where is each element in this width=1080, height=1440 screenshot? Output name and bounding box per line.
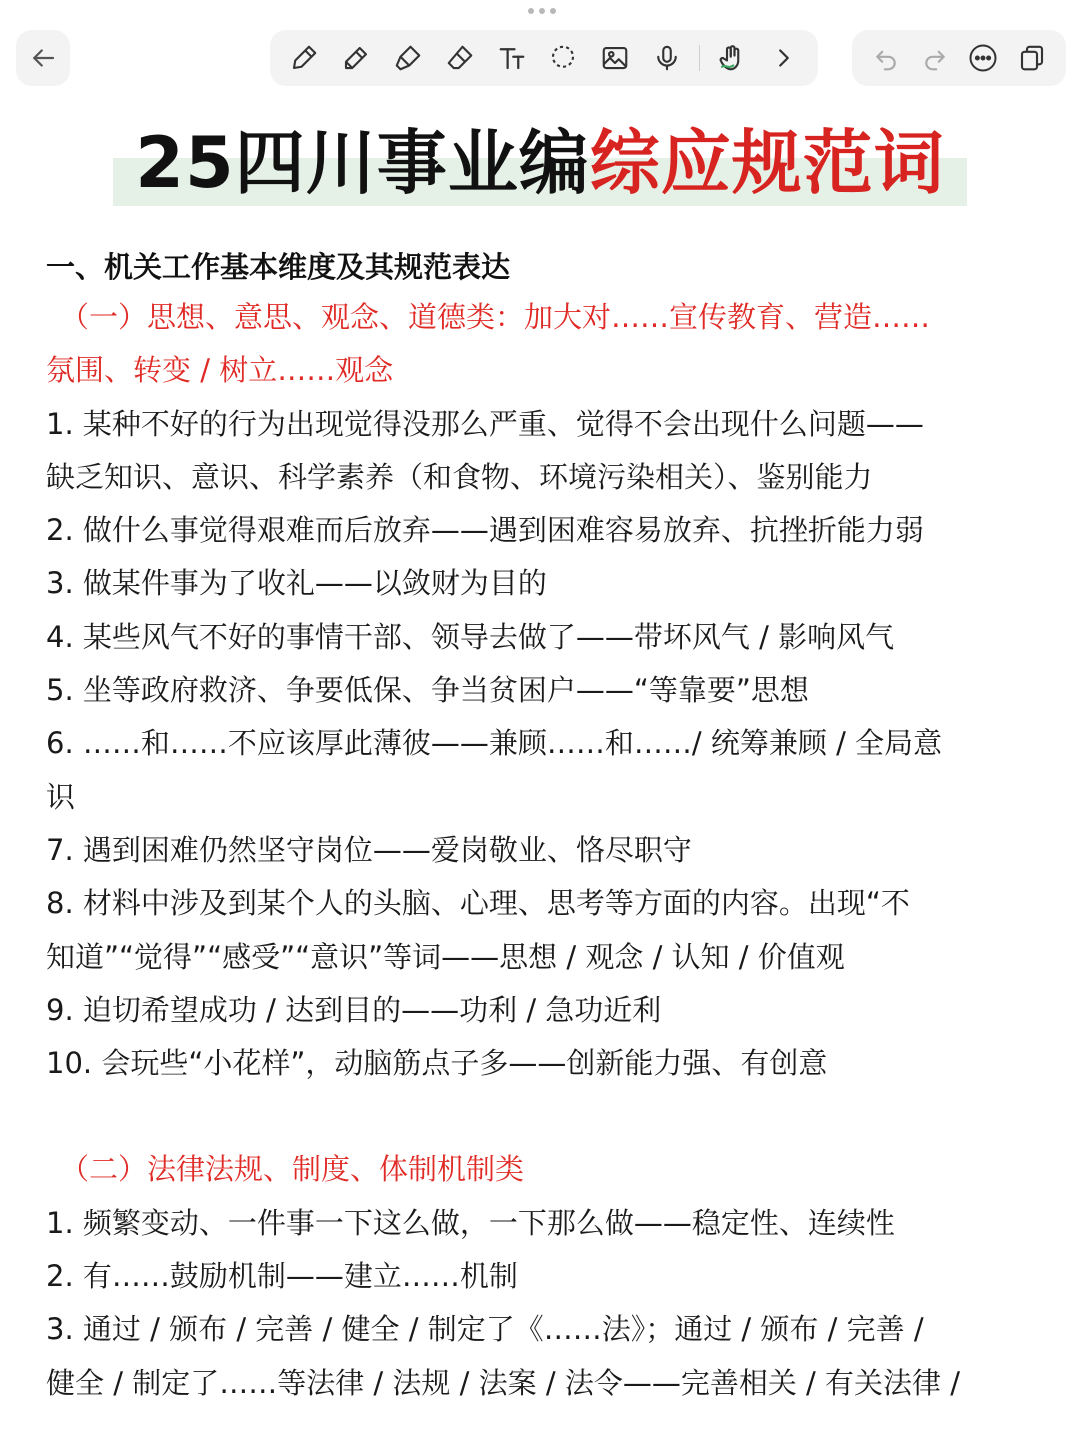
list-item: 识: [46, 779, 76, 814]
undo-button[interactable]: [866, 38, 906, 78]
list-item: 2. 做什么事觉得艰难而后放弃——遇到困难容易放弃、抗挫折能力弱: [46, 513, 924, 548]
list-item: 10. 会玩些“小花样”，动脑筋点子多——创新能力强、有创意: [46, 1046, 828, 1081]
list-item: 1. 某种不好的行为出现觉得没那么严重、觉得不会出现什么问题——: [46, 406, 924, 441]
lasso-tool-button[interactable]: [543, 38, 583, 78]
section-heading: 一、机关工作基本维度及其规范表达: [46, 250, 511, 284]
eraser-icon: [445, 43, 475, 73]
title-black-part: 25四川事业编: [135, 122, 590, 204]
text-tool-button[interactable]: [492, 38, 532, 78]
image-tool-button[interactable]: [595, 38, 635, 78]
list-item: 9. 迫切希望成功 / 达到目的——功利 / 急功近利: [46, 992, 662, 1027]
microphone-icon: [652, 43, 682, 73]
page-title: [113, 120, 966, 206]
title-area: [0, 120, 1080, 206]
subsection-heading-2: （二）法律法规、制度、体制机制类: [60, 1152, 525, 1187]
more-button[interactable]: [963, 38, 1003, 78]
eraser-tool-button[interactable]: [440, 38, 480, 78]
more-tools-button[interactable]: [764, 38, 804, 78]
drawing-tools: [270, 30, 818, 86]
hand-draw-tool-button[interactable]: [712, 38, 752, 78]
chevron-right-icon: [769, 43, 799, 73]
document-actions: [852, 30, 1066, 86]
back-button[interactable]: [23, 38, 63, 78]
undo-icon: [871, 43, 901, 73]
spacer: [46, 1090, 1042, 1143]
microphone-tool-button[interactable]: [647, 38, 687, 78]
item-list-1: [46, 398, 1042, 1091]
back-pill: [16, 30, 70, 86]
list-item: 3. 做某件事为了收礼——以敛财为目的: [46, 566, 547, 601]
text-icon: [497, 43, 527, 73]
list-item: 1. 频繁变动、一件事一下这么做，一下那么做——稳定性、连续性: [46, 1205, 895, 1240]
pencil-tool-button[interactable]: [336, 38, 376, 78]
note-content: [46, 243, 1042, 1410]
lasso-icon: [548, 43, 578, 73]
pen-tool-button[interactable]: [284, 38, 324, 78]
subsection-heading: （一）思想、意思、观念、道德类：加大对……宣传教育、营造……: [60, 300, 931, 334]
image-icon: [600, 43, 630, 73]
list-item: 4. 某些风气不好的事情干部、领导去做了——带坏风气 / 影响风气: [46, 619, 895, 654]
more-icon: [968, 43, 998, 73]
list-item: 知道”“觉得”“感受”“意识”等词——思想 / 观念 / 认知 / 价值观: [46, 939, 845, 974]
toolbar-separator: [699, 45, 700, 71]
back-arrow-icon: [28, 43, 58, 73]
highlighter-icon: [393, 43, 423, 73]
highlighter-tool-button[interactable]: [388, 38, 428, 78]
toolbar: [0, 24, 1080, 88]
list-item: 缺乏知识、意识、科学素养（和食物、环境污染相关）、鉴别能力: [46, 459, 873, 494]
window-drag-handle[interactable]: [528, 8, 556, 14]
pen-icon: [289, 43, 319, 73]
pages-icon: [1017, 43, 1047, 73]
list-item: 2. 有……鼓励机制——建立……机制: [46, 1259, 518, 1294]
title-red-part: 综应规范词: [589, 122, 945, 204]
redo-button[interactable]: [915, 38, 955, 78]
list-item: 3. 通过 / 颁布 / 完善 / 健全 / 制定了《……法》；通过 / 颁布 / 完善 /: [46, 1312, 924, 1347]
pages-button[interactable]: [1012, 38, 1052, 78]
list-item: 健全 / 制定了……等法律 / 法规 / 法案 / 法令——完善相关 / 有关法律 /: [46, 1365, 961, 1400]
list-item: 7. 遇到困难仍然坚守岗位——爱岗敬业、恪尽职守: [46, 832, 692, 867]
redo-icon: [920, 43, 950, 73]
hand-draw-icon: [717, 43, 747, 73]
list-item: 8. 材料中涉及到某个人的头脑、心理、思考等方面的内容。出现“不: [46, 886, 910, 921]
list-item: 5. 坐等政府救济、争要低保、争当贫困户——“等靠要”思想: [46, 673, 809, 708]
item-list-2: [46, 1197, 1042, 1410]
pencil-icon: [341, 43, 371, 73]
subsection-heading-continued: 氛围、转变 / 树立……观念: [46, 353, 394, 388]
list-item: 6. ……和……不应该厚此薄彼——兼顾……和……/ 统筹兼顾 / 全局意: [46, 726, 943, 761]
